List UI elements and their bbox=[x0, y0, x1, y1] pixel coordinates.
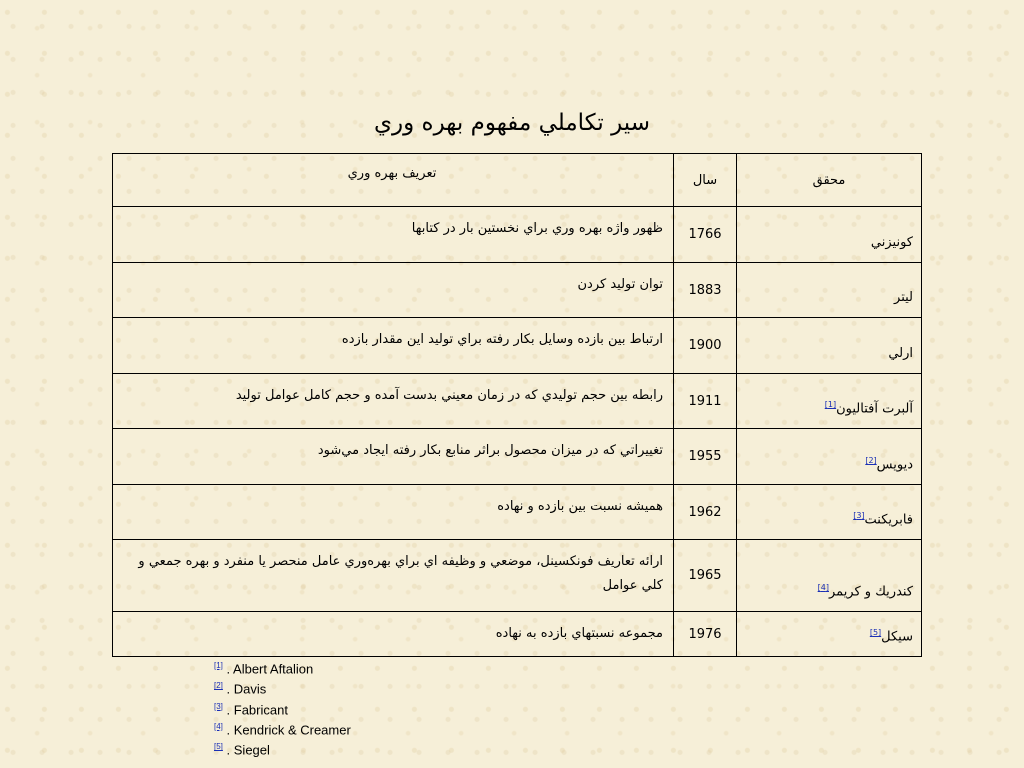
researcher-name: فابريكنت bbox=[864, 512, 913, 527]
researcher-name: سيكل bbox=[881, 629, 913, 644]
table-row bbox=[113, 485, 922, 540]
table-row bbox=[113, 429, 922, 485]
footnote bbox=[214, 657, 351, 677]
researcher-name: آلبرت آفتاليون bbox=[836, 401, 913, 416]
footnote bbox=[214, 718, 351, 738]
table-row bbox=[113, 374, 922, 429]
definition-cell: رابطه بين حجم توليدي كه در زمان معيني بدست آمده و حجم كامل عوامل توليد bbox=[113, 374, 674, 429]
footnote-text: . Kendrick & Creamer bbox=[226, 722, 351, 738]
year-cell: 1911 bbox=[674, 374, 737, 429]
researcher-name: ليتر bbox=[894, 290, 913, 305]
year-cell: 1766 bbox=[674, 207, 737, 263]
year-cell: 1900 bbox=[674, 318, 737, 374]
footnote-text: . Albert Aftalion bbox=[226, 661, 314, 677]
researcher-name: ارلي bbox=[888, 346, 913, 361]
footnote-text: . Fabricant bbox=[226, 701, 288, 717]
slide-title: سير تكاملي مفهوم بهره وري bbox=[374, 110, 650, 136]
footnotes bbox=[214, 657, 351, 759]
definition-cell: هميشه نسبت بين بازده و نهاده bbox=[113, 485, 674, 540]
researcher-name: ديويس bbox=[876, 457, 913, 472]
footnote-text: . Siegel bbox=[226, 742, 270, 758]
footnote-ref-link[interactable]: [4] bbox=[214, 721, 223, 731]
definition-cell: توان توليد كردن bbox=[113, 263, 674, 318]
footnote-ref-link[interactable]: [5] bbox=[869, 627, 882, 637]
footnote-ref-link[interactable]: [2] bbox=[865, 455, 877, 465]
researcher-cell bbox=[737, 485, 922, 540]
footnote-text: . Davis bbox=[226, 681, 267, 697]
table-row bbox=[113, 318, 922, 374]
year-cell: 1976 bbox=[674, 612, 737, 657]
footnote-ref-link[interactable]: [1] bbox=[214, 661, 223, 670]
researcher-name: كندريك و كريمر bbox=[829, 584, 913, 599]
footnote-ref-link[interactable]: [2] bbox=[214, 681, 223, 691]
year-cell: 1962 bbox=[674, 485, 737, 540]
year-cell: 1883 bbox=[674, 263, 737, 318]
footnote-ref-link[interactable]: [5] bbox=[214, 742, 223, 752]
footnote-ref-link[interactable]: [1] bbox=[824, 399, 837, 409]
table-row bbox=[113, 540, 922, 612]
researcher-cell bbox=[737, 263, 922, 318]
researcher-cell bbox=[737, 612, 922, 657]
year-cell: 1955 bbox=[674, 429, 737, 485]
year-cell: 1965 bbox=[674, 540, 737, 612]
definition-cell: ارتباط بين بازده وسايل بكار رفته براي توليد اين مقدار بازده bbox=[113, 318, 674, 374]
definition-cell: مجموعه نسبتهاي بازده به نهاده bbox=[113, 612, 674, 657]
researcher-name: كونيزني bbox=[870, 235, 913, 250]
table-header-row bbox=[113, 154, 922, 207]
footnote-ref-link[interactable]: [3] bbox=[853, 510, 865, 520]
header-researcher: محقق bbox=[737, 154, 922, 207]
header-definition: تعريف بهره وري bbox=[113, 154, 674, 207]
footnote bbox=[214, 677, 351, 697]
header-year: سال bbox=[674, 154, 737, 207]
definition-cell: ظهور واژه بهره وري براي نخستين بار در كتابها bbox=[113, 207, 674, 263]
definition-cell: تغييراتي كه در ميزان محصول براثر منابع بكار رفته ايجاد مي‌شود bbox=[113, 429, 674, 485]
footnote-ref-link[interactable]: [4] bbox=[817, 582, 829, 592]
footnote bbox=[214, 698, 351, 718]
table-row bbox=[113, 612, 922, 657]
footnote bbox=[214, 738, 351, 758]
table-row bbox=[113, 207, 922, 263]
researcher-cell bbox=[737, 429, 922, 485]
definition-cell: ارائه تعاريف فونكسينل، موضعي و وظيفه اي براي بهره‌وري عامل منحصر يا منفرد و بهره جمعي و كلي عوامل bbox=[113, 540, 674, 612]
table-row bbox=[113, 263, 922, 318]
researcher-cell bbox=[737, 207, 922, 263]
researcher-cell bbox=[737, 318, 922, 374]
footnote-ref-link[interactable]: [3] bbox=[214, 701, 223, 711]
productivity-table bbox=[112, 153, 922, 657]
researcher-cell bbox=[737, 374, 922, 429]
researcher-cell bbox=[737, 540, 922, 612]
